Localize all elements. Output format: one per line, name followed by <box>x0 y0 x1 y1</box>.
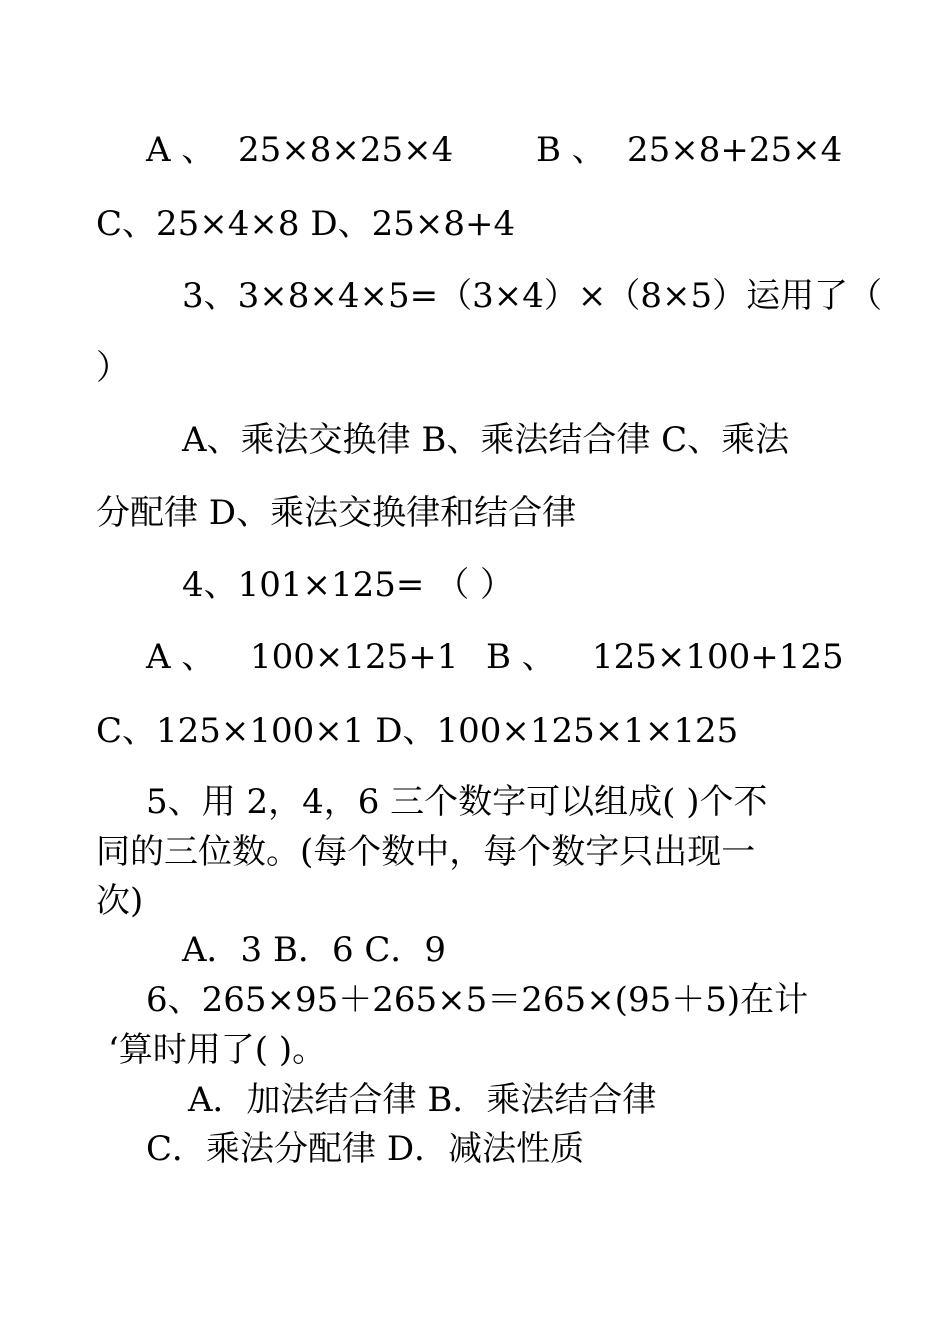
q5-options: A．3 B．6 C．9 <box>182 930 447 970</box>
q3-options-line-1: A、乘法交换律 B、乘法结合律 C、乘法 <box>182 420 790 460</box>
q4-option-b-label: B 、 <box>486 637 556 677</box>
q2-option-a-label: A 、 <box>146 130 216 170</box>
q4-option-b-text: 125×100+125 <box>592 637 844 677</box>
q3-stem-line-1: 3、3×8×4×5=（3×4）×（8×5）运用了（ <box>182 276 883 316</box>
q4-stem: 4、101×125= （ ） <box>182 565 515 605</box>
q2-option-b-label: B 、 <box>536 130 606 170</box>
q4-option-a-label: A 、 <box>146 637 216 677</box>
q6-line-1: 6、265×95＋265×5＝265×(95＋5)在计 <box>146 980 809 1020</box>
q3-stem-line-2: ） <box>96 348 130 388</box>
q2-option-a-text: 25×8×25×4 <box>238 130 454 170</box>
q2-options-cd: C、25×4×8 D、25×8+4 <box>96 204 516 244</box>
q6-options-line-1: A．加法结合律 B．乘法结合律 <box>188 1080 657 1120</box>
q5-line-3: 次) <box>96 881 144 921</box>
q4-options-cd: C、125×100×1 D、100×125×1×125 <box>96 711 739 751</box>
q3-options-line-2: 分配律 D、乘法交换律和结合律 <box>96 493 577 533</box>
q6-options-line-2: C．乘法分配律 D．减法性质 <box>146 1129 585 1169</box>
q6-line-2: ‘算时用了( )。 <box>108 1030 327 1070</box>
q4-option-a-text: 100×125+1 <box>250 637 459 677</box>
q5-line-1: 5、用 2，4，6 三个数字可以组成( )个不 <box>146 782 768 822</box>
q5-line-2: 同的三位数。(每个数中，每个数字只出现一 <box>96 832 756 872</box>
q2-option-b-text: 25×8+25×4 <box>627 130 843 170</box>
